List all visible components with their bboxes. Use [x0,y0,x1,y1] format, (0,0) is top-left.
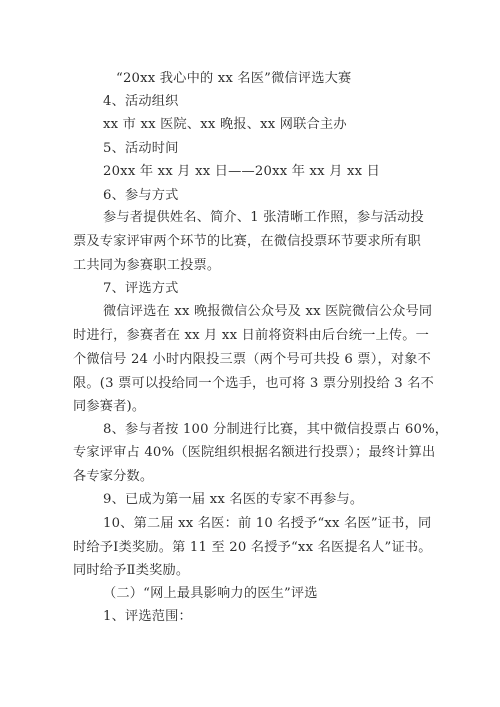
section-heading-participation: 6、参与方式 [103,188,179,203]
contest-title-line: “20xx 我心中的 xx 名医”微信评选大赛 [116,71,352,86]
paragraph-line: 票及专家评审两个环节的比赛，在微信投票环节要求所有职 [73,234,422,249]
paragraph-line: 限。(3 票可以投给同一个选手，也可将 3 票分别投给 3 名不 [73,376,434,391]
paragraph-line: 10、第二届 xx 名医：前 10 名授予“xx 名医”证书，同 [103,516,432,531]
section-heading-time: 5、活动时间 [103,141,179,156]
section-heading-organization: 4、活动组织 [103,94,179,109]
paragraph-line: 同时给予Ⅱ类奖励。 [73,563,190,578]
paragraph-line: 8、参与者按 100 分制进行比赛，其中微信投票占 60%， [103,422,449,437]
paragraph-line: 各专家分数。 [73,469,154,484]
paragraph-line: 时进行，参赛者在 xx 月 xx 日前将资料由后台统一上传。一 [73,328,430,343]
time-range-line: 20xx 年 xx 月 xx 日——20xx 年 xx 月 xx 日 [103,164,381,179]
paragraph-line: 微信评选在 xx 晚报微信公众号及 xx 医院微信公众号同 [103,304,433,319]
paragraph-line: 工共同为参赛职工投票。 [73,258,221,273]
paragraph-line: 专家评审占 40%（医院组织根据名额进行投票）；最终计算出 [73,445,436,460]
paragraph-line: 参与者提供姓名、简介、1 张清晰工作照，参与活动投 [103,210,424,225]
paragraph-line: 9、已成为第一届 xx 名医的专家不再参与。 [103,492,364,507]
section-heading-scope: 1、评选范围： [103,609,192,624]
paragraph-line: 同参赛者)。 [73,399,146,414]
subsection-heading: （二）“网上最具影响力的医生”评选 [103,586,318,601]
organizers-line: xx 市 xx 医院、xx 晚报、xx 网联合主办 [103,117,347,132]
paragraph-line: 个微信号 24 小时内限投三票（两个号可共投 6 票），对象不 [73,352,432,367]
paragraph-line: 时给予Ⅰ类奖励。第 11 至 20 名授予“xx 名医提名人”证书。 [73,540,432,555]
section-heading-method: 7、评选方式 [103,281,179,296]
